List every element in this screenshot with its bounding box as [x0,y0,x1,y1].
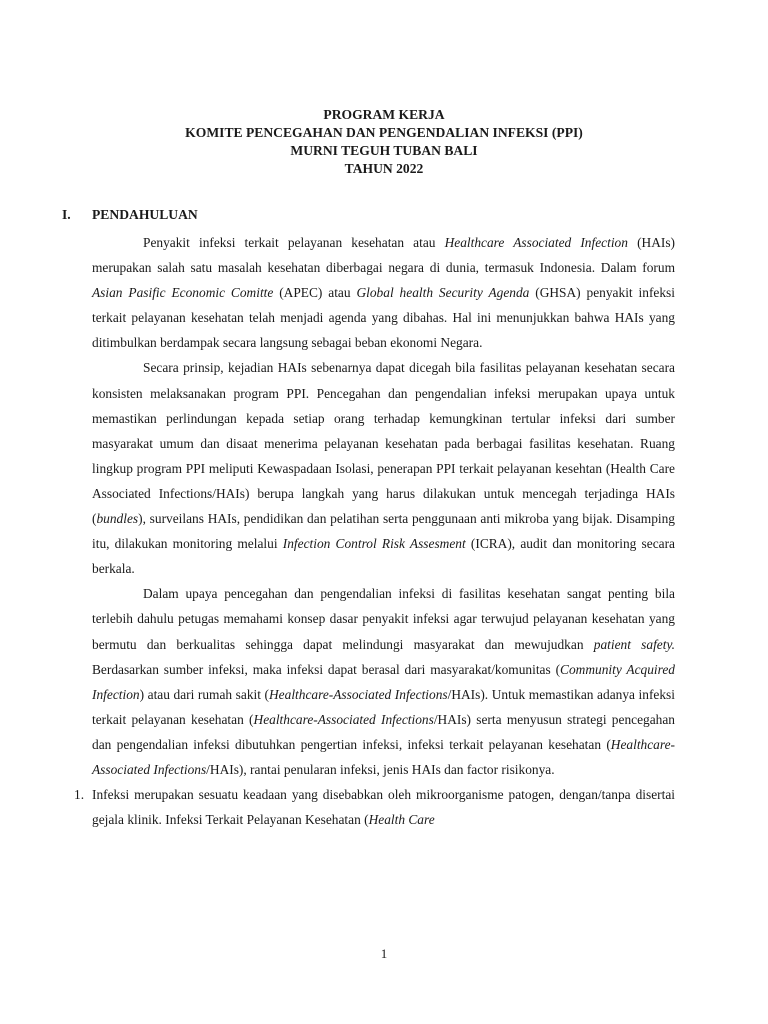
numbered-list [74,782,675,832]
p3-text-k: /HAIs), rantai penularan infeksi, jenis HAIs dan factor risikonya. [206,761,555,777]
p3-text-a: Dalam upaya pencegahan dan pengendalian infeksi di fasilitas kesehatan sangat penting bila terlebih dahulu petugas memahami konsep dasar penyakit infeksi agar terwujud pelayanan kesehatan yang bermutu dan berkualitas sehingga dapat melindungi masyarakat dan mewujudkan [92,586,675,652]
p2-italic-b: bundles [96,511,139,527]
p3-text-g: /HAIs). Untuk memastikan adanya infeksi terkait pelayanan kesehatan ( [92,686,675,727]
p3-italic-j: Healthcare-Associated Infections [92,736,675,777]
p1-italic-d: Asian Pasific Economic Comitte [92,285,274,301]
p1-text-e: (APEC) atau [273,285,357,301]
title-line-1: PROGRAM KERJA [323,107,445,122]
paragraph-3 [92,581,675,782]
document-body [74,230,676,832]
list-item-text: Infeksi merupakan sesuatu keadaan yang disebabkan oleh mikroorganisme patogen, dengan/tanpa disertai gejala klinik. Infeksi Terkait Pelayanan Kesehatan ( [92,787,675,828]
p1-text-a: Penyakit infeksi terkait pelayanan kesehatan atau [143,235,445,250]
p1-text-c: (HAIs) merupakan salah satu masalah kesehatan diberbagai negara di dunia, termasuk Indonesia. Dalam forum [92,235,676,276]
document-title [0,106,768,178]
p1-italic-b: Healthcare Associated Infection [444,235,628,250]
p3-italic-h: Healthcare-Associated Infections [253,711,434,727]
page-number: 1 [380,946,388,961]
p2-text-a: Secara prinsip, kejadian HAIs sebenarnya dapat dicegah bila fasilitas pelayanan kesehatan secara konsisten melaksanakan program PPI. Pencegahan dan pengendalian infeksi merupakan upaya untuk memastikan perlindungan kepada setiap orang terhadap kemungkinan tertular infeksi dari sumber masyarakat umum dan disaat menerima pelayanan kesehatan pada berbagai fasilitas kesehatan. Ruang lingkup program PPI meliputi Kewaspadaan Isolasi, penerapan PPI terkait pelayanan kesehtan (Health Care Associated Infections/HAIs) berupa langkah yang harus dilakukan untuk mencegah terjadinga HAIs ( [92,360,675,527]
p3-italic-f: Healthcare-Associated Infections [269,686,448,702]
p3-italic-d: Community Acquired Infection [92,661,675,702]
p2-italic-d: Infection Control Risk Assesment [282,536,466,552]
paragraph-2 [92,355,675,581]
p2-text-e: (ICRA), audit dan monitoring secara berkala. [92,536,676,577]
p1-italic-f: Global health Security Agenda [356,285,530,301]
paragraph-1 [92,230,675,355]
list-marker: 1. [74,787,85,803]
title-line-3: MURNI TEGUH TUBAN BALI [290,143,478,158]
title-line-2: KOMITE PENCEGAHAN DAN PENGENDALIAN INFEKSI (PPI) [185,125,583,140]
list-item [68,782,675,832]
p3-text-e: ) atau dari rumah sakit ( [139,686,270,702]
p2-text-c: ), surveilans HAIs, pendidikan dan pelatihan serta penggunaan anti mikroba yang bijak. Disamping itu, dilakukan monitoring melalui [92,511,675,552]
p3-italic-b: patient safety. [593,636,676,652]
section-title: PENDAHULUAN [92,207,198,222]
list-item-italic: Health Care [368,812,435,828]
p3-text-i: /HAIs) serta menyusun strategi pencegahan dan pengendalian infeksi dibutuhkan pengertian infeksi, infeksi terkait pelayanan kesehatan ( [92,711,676,752]
title-line-4: TAHUN 2022 [344,161,424,176]
p3-text-c: Berdasarkan sumber infeksi, maka infeksi dapat berasal dari masyarakat/komunitas ( [92,661,561,677]
p1-text-g: (GHSA) penyakit infeksi terkait pelayanan kesehatan telah menjadi agenda yang dibahas. Hal ini menunjukkan bahwa HAIs yang ditimbulkan berdampak secara langsung sebagai beban ekonomi Negara. [92,285,675,351]
section-number: I. [62,207,71,222]
